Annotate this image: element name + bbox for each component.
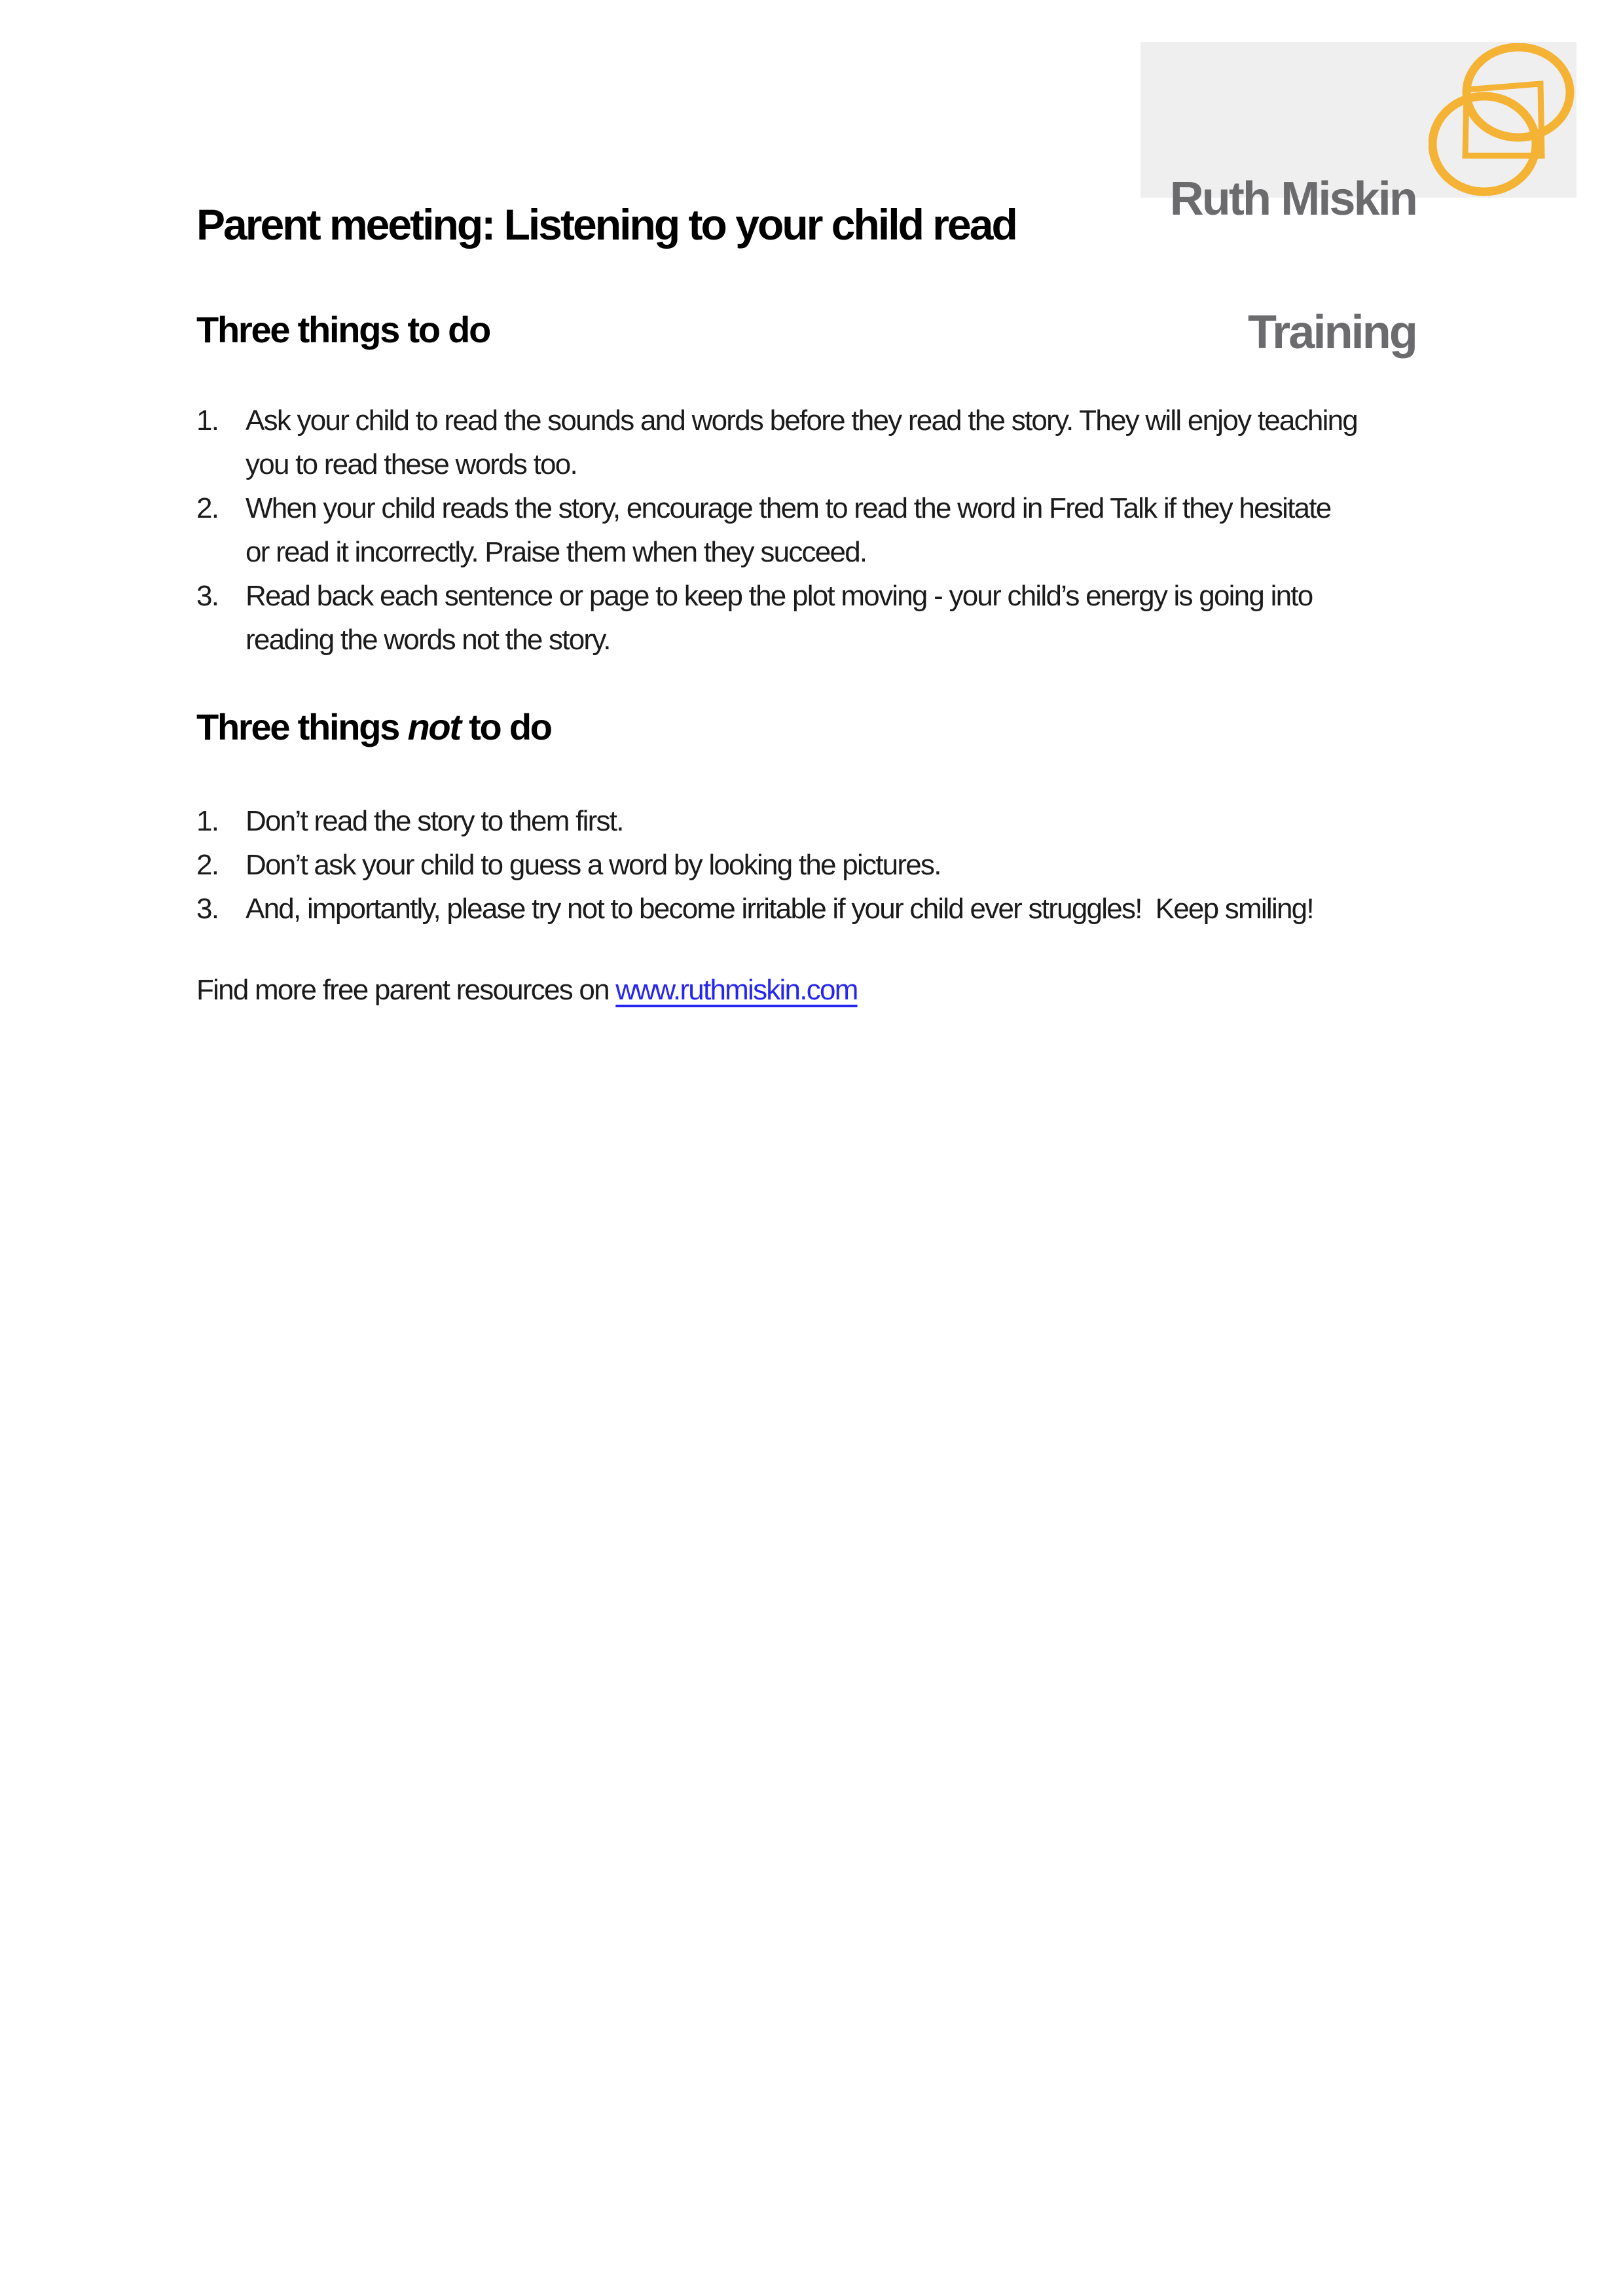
logo-text xyxy=(1140,88,1416,444)
numbered-list xyxy=(196,399,1357,662)
list-item-text xyxy=(246,799,623,843)
footer-text: Find more free parent resources on xyxy=(196,974,616,1006)
list-item xyxy=(196,799,1313,843)
list-item-line: you to read these words too. xyxy=(246,448,577,480)
list-item-text xyxy=(246,399,1357,486)
logo-mark-icon xyxy=(1429,43,1575,196)
list-item-number: 1. xyxy=(196,404,219,437)
list-item-number: 2. xyxy=(196,492,219,524)
list-item-text xyxy=(246,486,1330,574)
heading-text: to do xyxy=(460,706,551,747)
list-item-text xyxy=(246,843,941,887)
heading-text: Three things xyxy=(196,309,408,350)
list-item-line: Don’t read the story to them first. xyxy=(246,805,623,837)
list-item xyxy=(196,574,1357,662)
logo-line-1: Ruth Miskin xyxy=(1169,173,1416,225)
footer-line xyxy=(196,968,858,1012)
list-item xyxy=(196,843,1313,887)
list-item xyxy=(196,887,1313,931)
numbered-list xyxy=(196,799,1313,931)
list-item xyxy=(196,486,1357,574)
list-item-line: Ask your child to read the sounds and words before they read the story. They will enjoy teaching xyxy=(246,404,1358,437)
document-title: Parent meeting: Listening to your child read xyxy=(196,200,1016,249)
list-item-number: 2. xyxy=(196,849,219,881)
list-item-line: When your child reads the story, encourage them to read the word in Fred Talk if they hesitate xyxy=(246,492,1331,524)
logo xyxy=(1140,42,1577,359)
heading-emphasis: not xyxy=(407,706,460,747)
list-item-line: Don’t ask your child to guess a word by looking the pictures. xyxy=(246,849,941,881)
list-item-number: 3. xyxy=(196,893,219,925)
heading-text: Three things xyxy=(196,706,408,747)
list-item-line: reading the words not the story. xyxy=(246,624,610,656)
logo-line-2: Training xyxy=(1248,306,1416,359)
list-item-text xyxy=(246,887,1313,931)
list-item-text xyxy=(246,574,1312,662)
section-heading xyxy=(196,310,490,350)
list-item-line: or read it incorrectly. Praise them when they succeed. xyxy=(246,536,867,568)
list-item xyxy=(196,399,1357,486)
section-heading xyxy=(196,707,551,747)
heading-text: to do xyxy=(407,309,490,350)
list-item-line: And, importantly, please try not to become irritable if your child ever struggles! Keep smiling! xyxy=(246,893,1313,925)
list-item-number: 1. xyxy=(196,805,219,837)
list-item-line: Read back each sentence or page to keep the plot moving - your child’s energy is going into xyxy=(246,580,1313,612)
resources-link[interactable]: www.ruthmiskin.com xyxy=(615,974,858,1006)
list-item-number: 3. xyxy=(196,580,219,612)
